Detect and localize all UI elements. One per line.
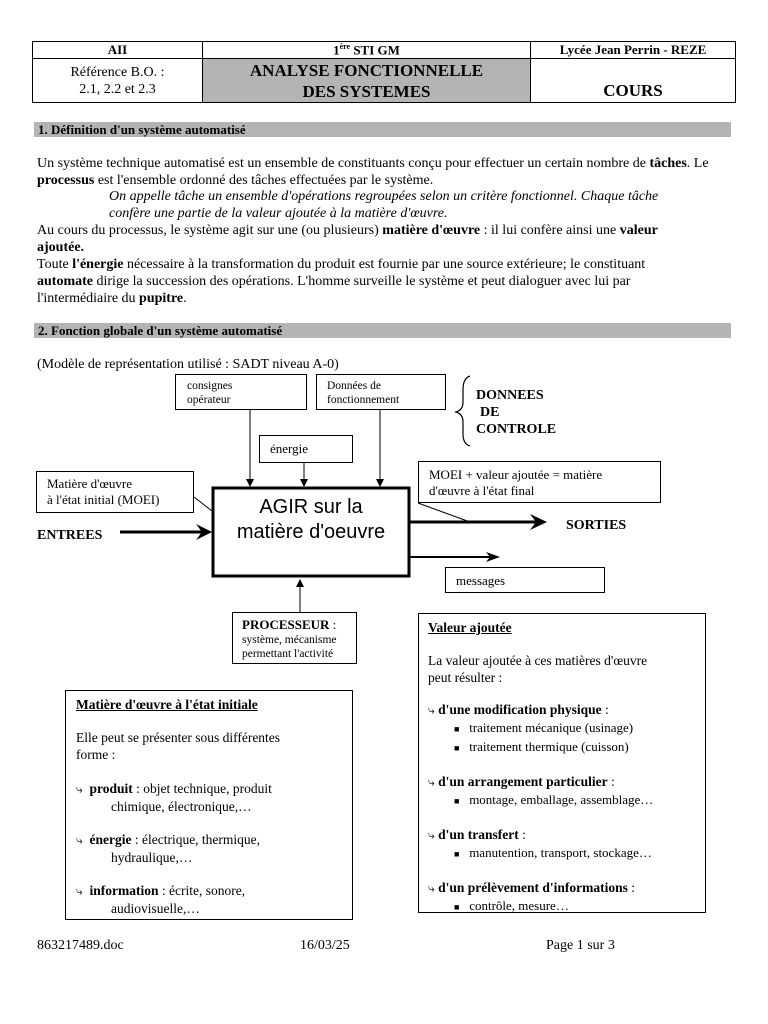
- arrow-bullet-icon: ⤷: [76, 833, 83, 847]
- document-title: ANALYSE FONCTIONNELLE DES SYSTEMES: [203, 59, 531, 103]
- matiere-initiale-title: Matière d'œuvre à l'état initiale: [76, 697, 258, 712]
- arrow-bullet-icon: ⤷: [428, 828, 435, 842]
- square-bullet-icon: ■: [454, 796, 460, 806]
- processeur-box: PROCESSEUR : système, mécanisme permettant l'activité: [232, 612, 357, 664]
- controle-brace: [456, 376, 470, 446]
- arrow-bullet-icon: ⤷: [76, 884, 83, 898]
- list-item: ⤷ énergie : électrique, thermique, hydraulique,…: [76, 832, 261, 865]
- header-reference: Référence B.O. : 2.1, 2.2 et 2.3: [33, 59, 203, 103]
- messages-box: messages: [445, 567, 605, 593]
- list-item: ⤷ information : écrite, sonore, audiovisuelle,…: [76, 883, 246, 916]
- moei-box: Matière d'œuvre à l'état initial (MOEI): [36, 471, 194, 513]
- section1-paragraph1: Un système technique automatisé est un ensemble de constituants conçu pour effectuer un certain nombre de tâches. Le processus est l'ensemble ordonné des tâches effectuées par le système.: [37, 156, 709, 188]
- header-school: Lycée Jean Perrin - REZE: [531, 42, 736, 59]
- header-subject: AII: [33, 42, 203, 59]
- arrow-bullet-icon: ⤷: [428, 703, 435, 717]
- model-caption: (Modèle de représentation utilisé : SADT niveau A-0): [37, 357, 339, 372]
- donnees-box: Données de fonctionnement: [316, 374, 446, 410]
- donnees-controle-label: DONNEES DE CONTROLE: [476, 388, 557, 437]
- arrow-bullet-icon: ⤷: [76, 782, 83, 796]
- agir-function: AGIR sur la matière d'oeuvre: [236, 496, 386, 543]
- list-item: ⤷ d'un transfert : ■ manutention, transport, stockage…: [428, 827, 652, 860]
- final-link: [418, 503, 470, 522]
- list-item: ⤷ d'un arrangement particulier : ■ montage, emballage, assemblage…: [428, 774, 654, 807]
- valeur-ajoutee-box: [418, 613, 706, 913]
- header-cours: COURS: [531, 59, 736, 103]
- matiere-initiale-intro: Elle peut se présenter sous différentes forme :: [76, 730, 281, 762]
- list-item: ⤷ d'un prélèvement d'informations : ■ contrôle, mesure…: [428, 880, 636, 913]
- valeur-ajoutee-title: Valeur ajoutée: [428, 620, 512, 635]
- etat-final-box: MOEI + valeur ajoutée = matière d'œuvre à l'état final: [418, 461, 661, 503]
- energie-box: énergie: [259, 435, 353, 463]
- list-item: ⤷ d'une modification physique : ■ traitement mécanique (usinage) ■ traitement thermique (cuisson): [428, 702, 634, 754]
- arrow-bullet-icon: ⤷: [428, 881, 435, 895]
- moei-link: [194, 497, 212, 511]
- square-bullet-icon: ■: [454, 849, 460, 859]
- matiere-initiale-box: [65, 690, 353, 920]
- header-class: 1ère STI GM: [203, 42, 531, 59]
- section2-heading: 2. Fonction globale d'un système automatisé: [34, 323, 731, 338]
- section1-paragraph2: Au cours du processus, le système agit sur une (ou plusieurs) matière d'œuvre : il lui confère ainsi une valeur ajoutée.: [37, 223, 658, 255]
- footer-date: 16/03/25: [300, 938, 350, 953]
- sorties-label: SORTIES: [566, 518, 627, 533]
- square-bullet-icon: ■: [454, 724, 460, 734]
- valeur-ajoutee-intro: La valeur ajoutée à ces matières d'œuvre peut résulter :: [428, 653, 648, 685]
- footer-page-number: Page 1 sur 3: [546, 938, 615, 953]
- section1-heading: 1. Définition d'un système automatisé: [34, 122, 731, 137]
- square-bullet-icon: ■: [454, 743, 460, 753]
- list-item: ⤷ produit : objet technique, produit chimique, électronique,…: [76, 781, 272, 814]
- entrees-label: ENTREES: [37, 528, 103, 543]
- section1-definition: On appelle tâche un ensemble d'opérations regroupées selon un critère fonctionnel. Chaque tâche confère une partie de la valeur ajoutée à la matière d'œuvre.: [109, 189, 659, 221]
- footer-filename: 863217489.doc: [37, 938, 124, 953]
- consignes-box: consignes opérateur: [175, 374, 307, 410]
- square-bullet-icon: ■: [454, 902, 460, 912]
- section1-paragraph3: Toute l'énergie nécessaire à la transformation du produit est fournie par une source extérieure; le constituant automate dirige la succession des opérations. L'homme surveille le système et peut dialoguer avec lui par l'intermédiaire du pupitre.: [37, 257, 646, 306]
- arrow-bullet-icon: ⤷: [428, 775, 435, 789]
